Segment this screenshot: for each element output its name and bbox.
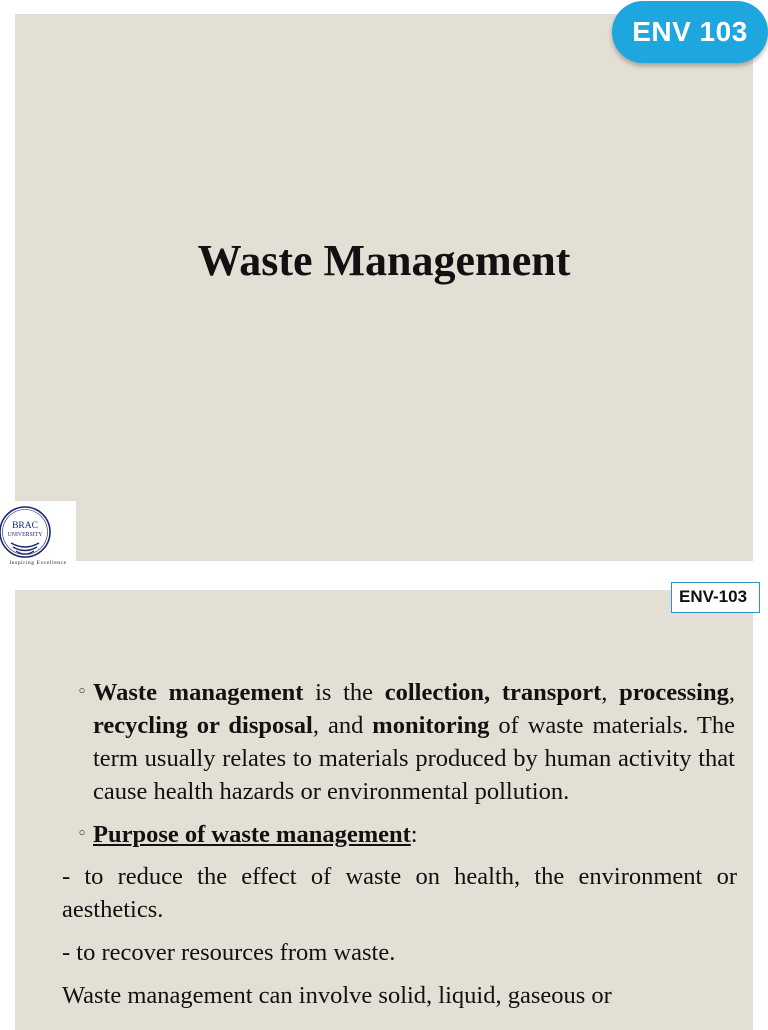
- term-monitoring: monitoring: [372, 712, 490, 739]
- term-collection-transport: collection, transport: [384, 679, 602, 706]
- slide-content: [62, 676, 737, 1012]
- purpose-item-resources: - to recover resources from waste.: [62, 939, 396, 966]
- purpose-heading: Purpose of waste management: [93, 821, 411, 848]
- term-processing: processing: [619, 679, 729, 706]
- logo-tagline: Inspiring Excellence: [9, 560, 67, 566]
- text-run: :: [410, 821, 418, 848]
- slide-title: Waste Management: [197, 236, 571, 285]
- text-run: ,: [601, 679, 620, 706]
- text-run: ,: [728, 679, 735, 706]
- term-waste-management: Waste management: [93, 679, 304, 706]
- title-slide: [15, 14, 753, 561]
- term-recycling-disposal: recycling or disposal: [93, 712, 313, 739]
- brac-university-logo-icon: [0, 501, 76, 561]
- logo-name-line1: BRAC: [12, 521, 38, 531]
- waste-types-paragraph: Waste management can involve solid, liquid, gaseous or: [62, 982, 612, 1009]
- hollow-bullet-icon: ◦: [77, 682, 88, 702]
- text-run: , and: [312, 712, 373, 739]
- logo-name-line2: UNIVERSITY: [7, 532, 43, 538]
- purpose-item-health: - to reduce the effect of waste on health, the environment or aesthetics.: [62, 863, 737, 923]
- definition-paragraph: [77, 676, 735, 808]
- content-slide: [15, 590, 753, 1030]
- purpose-paragraph: [77, 818, 735, 851]
- university-logo: [0, 501, 76, 569]
- text-run: is the: [303, 679, 385, 706]
- course-code-box: ENV-103: [671, 582, 760, 613]
- text-run: of waste materials. The term usually relates to materials produced by human activity that cause health hazards or environmental pollution.: [93, 712, 735, 805]
- hollow-bullet-icon: ◦: [77, 824, 88, 844]
- course-badge: ENV 103: [612, 1, 768, 63]
